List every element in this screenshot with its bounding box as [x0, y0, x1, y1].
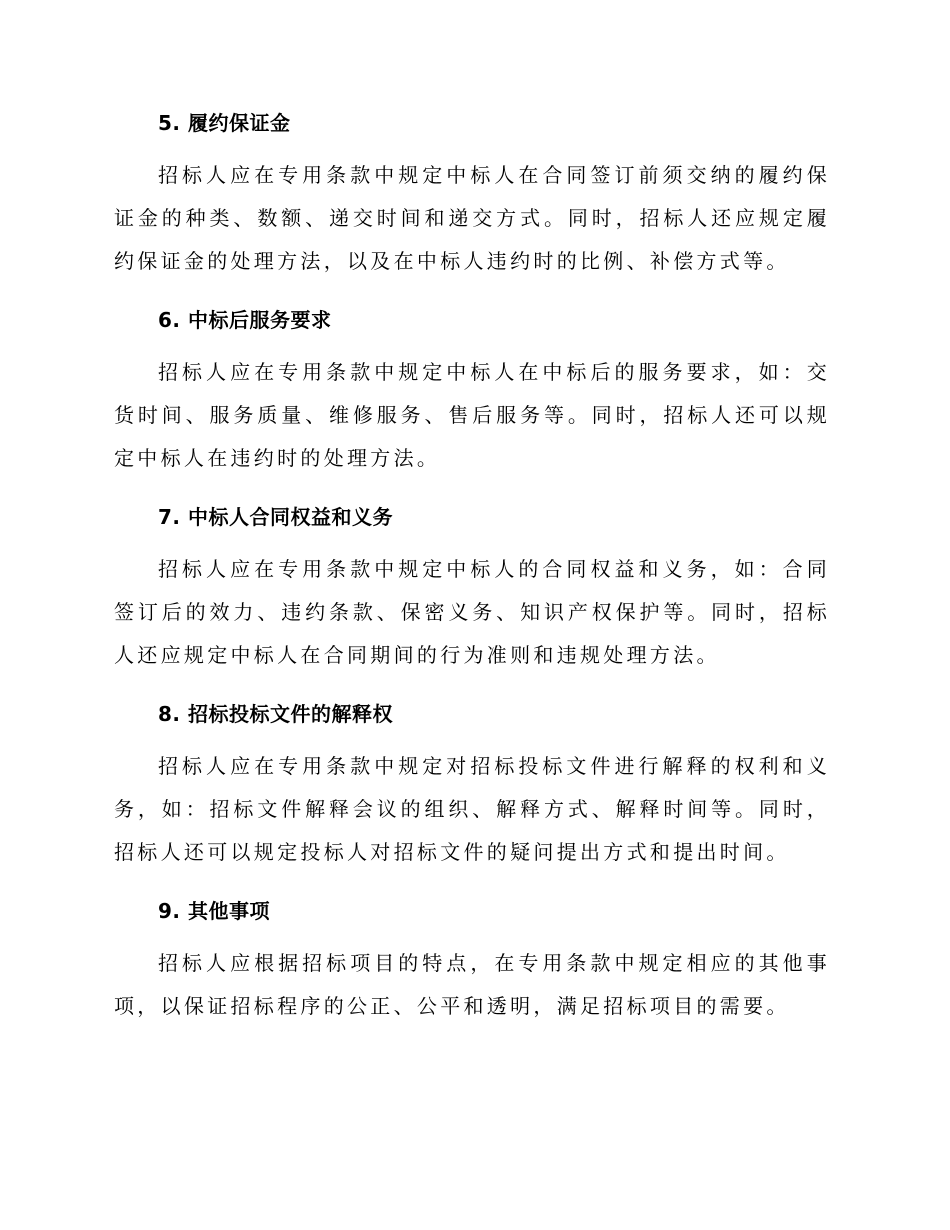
- section-interpretation-rights: [114, 699, 830, 874]
- section-heading: 5. 履约保证金: [158, 111, 291, 135]
- section-paragraph: 招标人应根据招标项目的特点，在专用条款中规定相应的其他事项，以保证招标程序的公正、公平和透明，满足招标项目的需要。: [114, 951, 830, 1018]
- section-paragraph: 招标人应在专用条款中规定中标人的合同权益和义务，如：合同签订后的效力、违约条款、保密义务、知识产权保护等。同时，招标人还应规定中标人在合同期间的行为准则和违规处理方法。: [114, 557, 830, 667]
- section-heading: 8. 招标投标文件的解释权: [158, 702, 393, 726]
- section-rights-obligations: [114, 502, 830, 677]
- document-content: [114, 108, 830, 1050]
- section-paragraph: 招标人应在专用条款中规定对招标投标文件进行解释的权利和义务，如：招标文件解释会议的组织、解释方式、解释时间等。同时，招标人还可以规定投标人对招标文件的疑问提出方式和提出时间。: [114, 754, 830, 864]
- section-heading: 6. 中标后服务要求: [158, 308, 332, 332]
- section-paragraph: 招标人应在专用条款中规定中标人在中标后的服务要求，如：交货时间、服务质量、维修服务、售后服务等。同时，招标人还可以规定中标人在违约时的处理方法。: [114, 360, 830, 470]
- section-performance-bond: [114, 108, 830, 283]
- section-heading: 7. 中标人合同权益和义务: [158, 505, 393, 529]
- section-paragraph: 招标人应在专用条款中规定中标人在合同签订前须交纳的履约保证金的种类、数额、递交时间和递交方式。同时，招标人还应规定履约保证金的处理方法，以及在中标人违约时的比例、补偿方式等。: [114, 163, 830, 273]
- section-post-award-service: [114, 305, 830, 480]
- section-other-matters: [114, 896, 830, 1028]
- section-heading: 9. 其他事项: [158, 899, 270, 923]
